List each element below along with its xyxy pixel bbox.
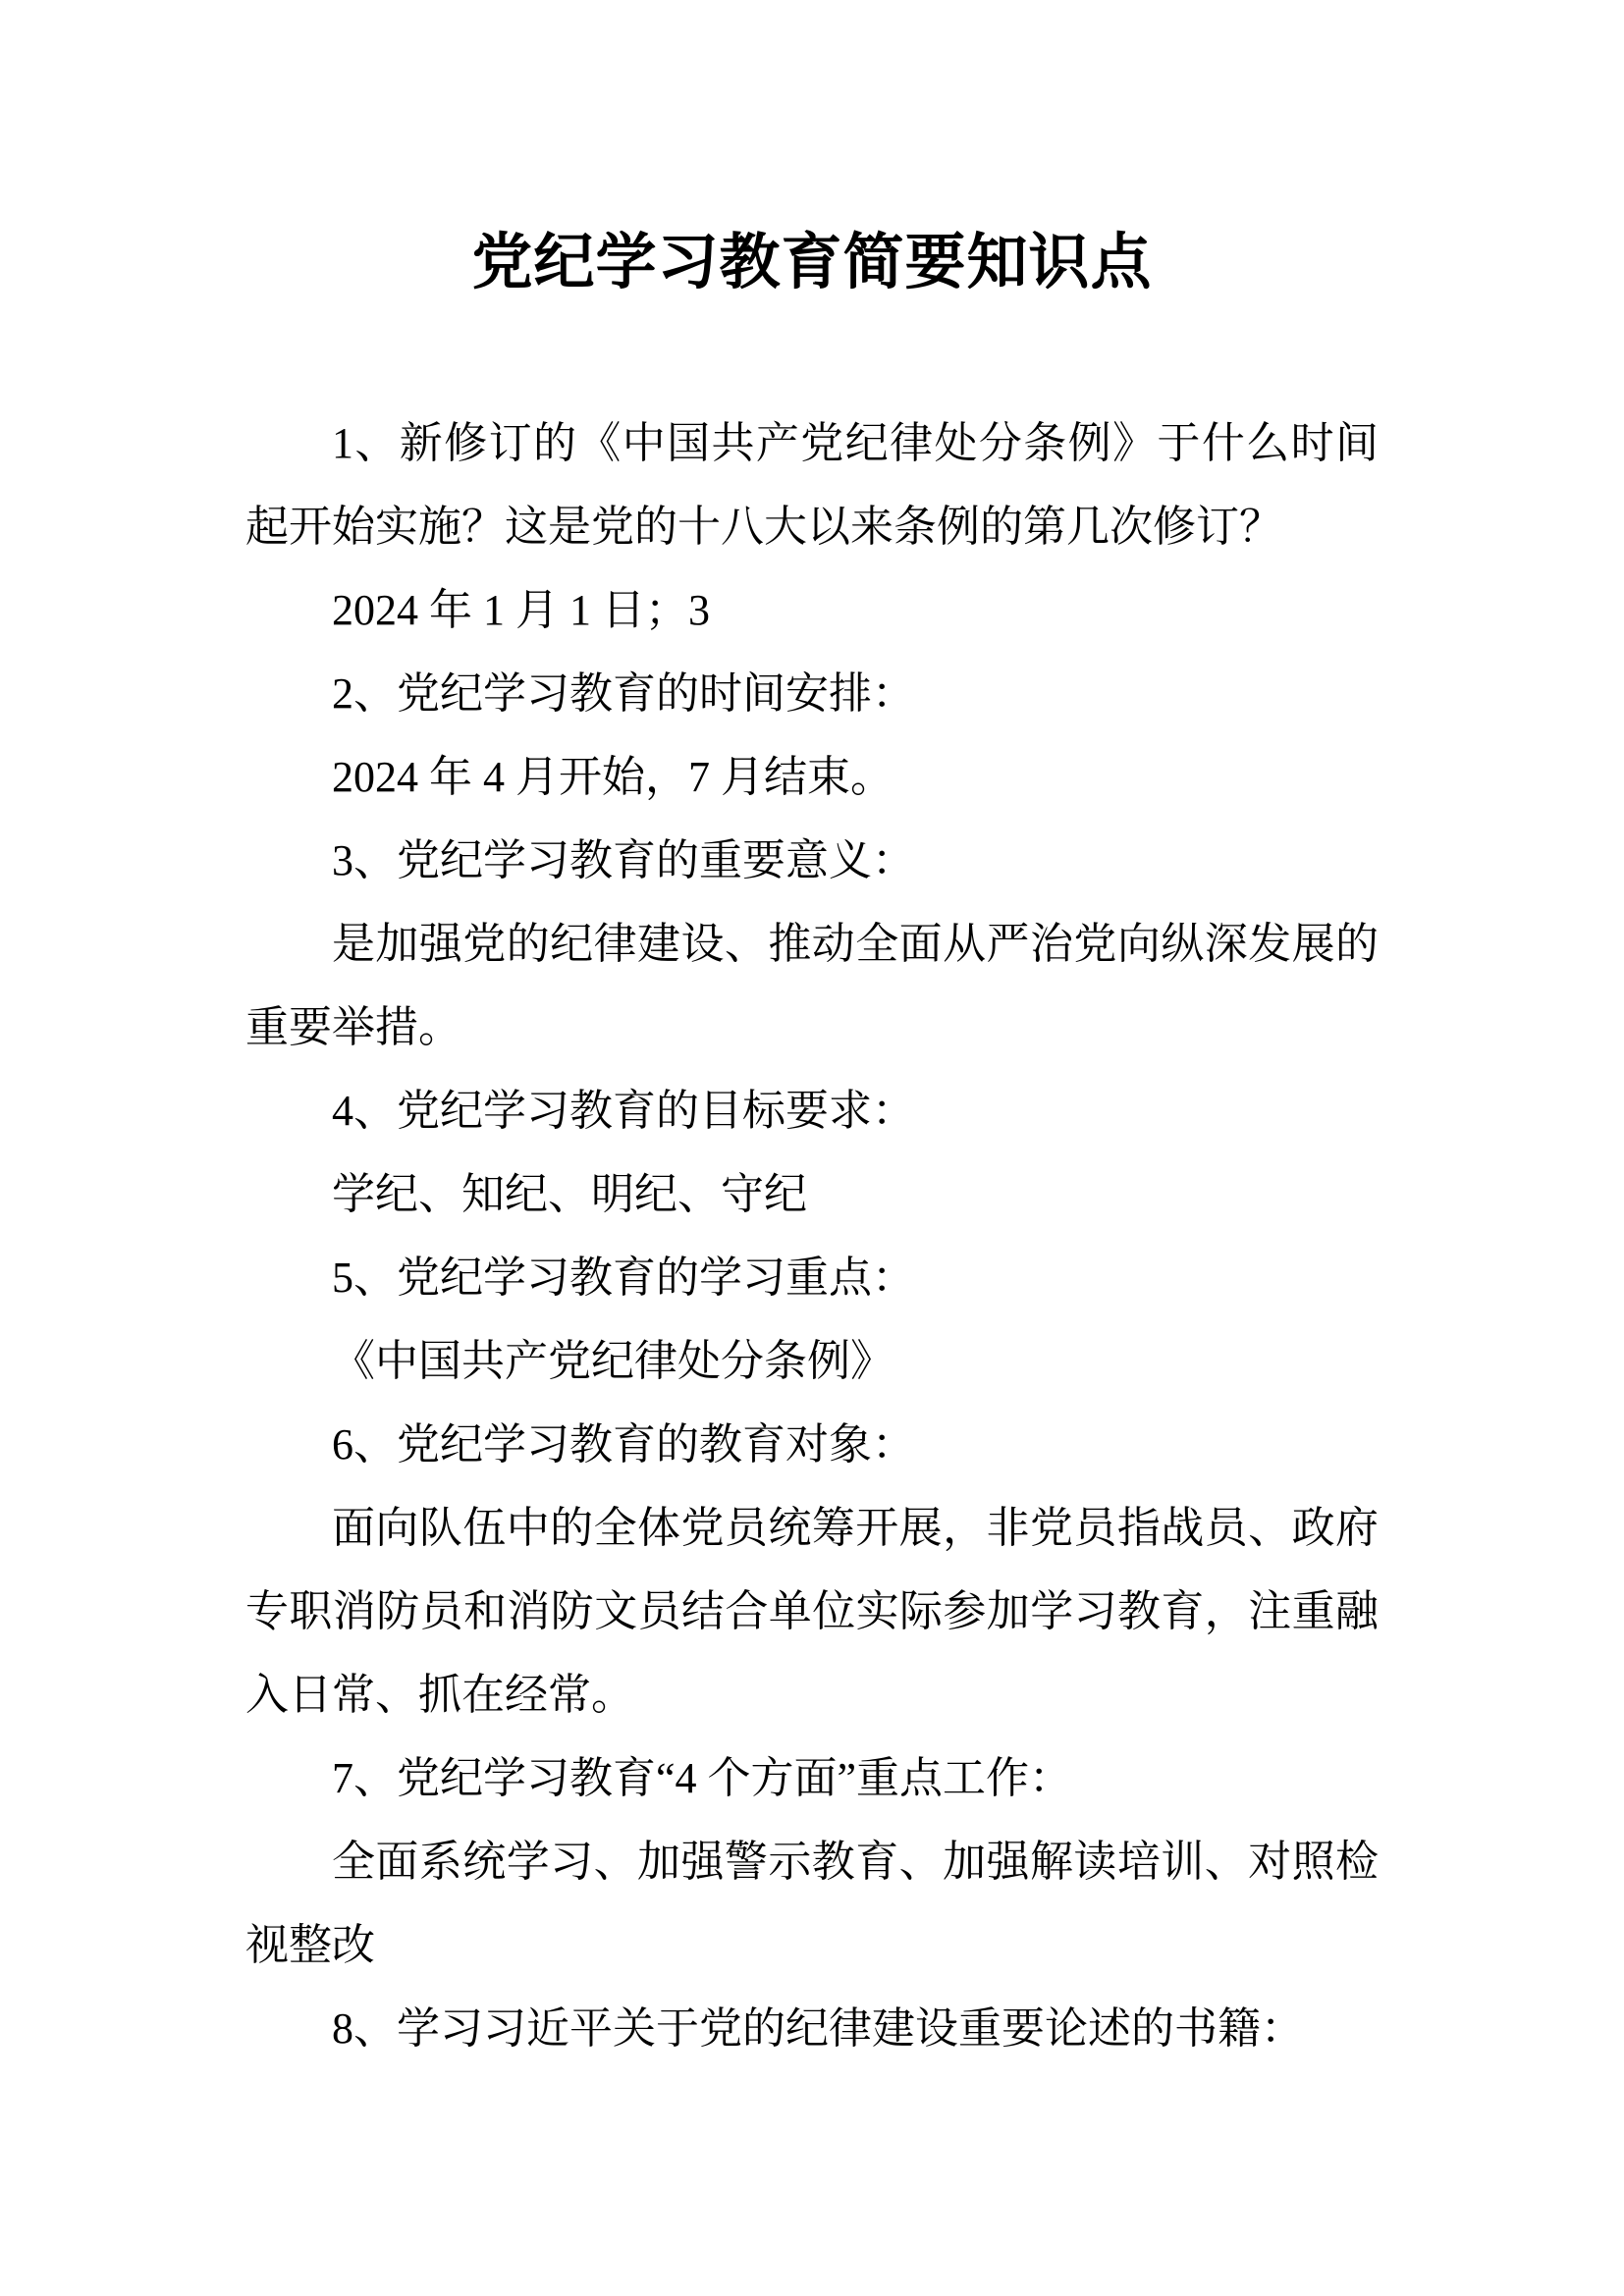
paragraph: 2024 年 4 月开始，7 月结束。: [332, 753, 893, 801]
paragraph: 7、党纪学习教育“4 个方面”重点工作：: [332, 1754, 1073, 1802]
paragraph: 2024 年 1 月 1 日；3: [332, 586, 710, 634]
paragraph: 1、新修订的《中国共产党纪律处分条例》于什么时间起开始实施？这是党的十八大以来条例的第几次修订？: [245, 419, 1379, 551]
paragraph: 8、学习习近平关于党的纪律建设重要论述的书籍：: [332, 2004, 1304, 2053]
paragraph: 《中国共产党纪律处分条例》: [332, 1337, 893, 1385]
paragraph: 2、党纪学习教育的时间安排：: [332, 669, 915, 718]
paragraph: 学纪、知纪、明纪、守纪: [332, 1170, 807, 1218]
paragraph: 全面系统学习、加强警示教育、加强解读培训、对照检视整改: [245, 1838, 1379, 1969]
paragraph: 面向队伍中的全体党员统筹开展，非党员指战员、政府专职消防员和消防文员结合单位实际参加学习教育，注重融入日常、抓在经常。: [245, 1504, 1379, 1719]
document-title: 党纪学习教育简要知识点: [471, 230, 1153, 296]
paragraph: 是加强党的纪律建设、推动全面从严治党向纵深发展的重要举措。: [245, 920, 1379, 1051]
document-body: [245, 401, 1379, 2070]
paragraph: 5、党纪学习教育的学习重点：: [332, 1254, 915, 1302]
paragraph: 6、党纪学习教育的教育对象：: [332, 1420, 915, 1468]
paragraph: 3、党纪学习教育的重要意义：: [332, 836, 915, 884]
paragraph: 4、党纪学习教育的目标要求：: [332, 1087, 915, 1135]
